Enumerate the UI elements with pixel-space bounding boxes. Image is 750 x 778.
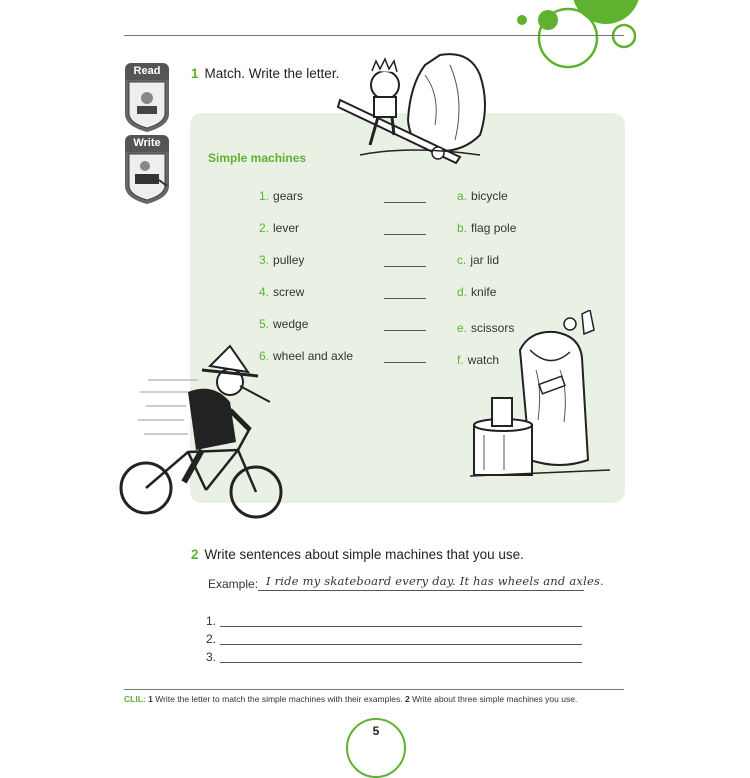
sentence-line-3[interactable] <box>220 662 582 663</box>
example-item-b: b. flag pole <box>457 221 517 235</box>
sentence-line-1[interactable] <box>220 626 582 627</box>
example-item-a: a. bicycle <box>457 189 508 203</box>
example-item-c: c. jar lid <box>457 253 500 267</box>
write-badge <box>125 135 169 204</box>
example-line <box>258 590 584 591</box>
top-rule <box>124 35 624 36</box>
write-badge-label: Write <box>125 135 169 152</box>
writer-icon <box>125 152 169 204</box>
answer-blank-4[interactable] <box>384 298 426 299</box>
machine-item-3: 3. pulley <box>259 253 305 267</box>
sentence-line-1-label: 1. <box>206 614 217 628</box>
bottom-rule <box>124 689 624 690</box>
answer-blank-5[interactable] <box>384 330 426 331</box>
wizard-stump-illustration <box>470 310 615 480</box>
answer-blank-1[interactable] <box>384 202 426 203</box>
question-1-number: 1 <box>191 66 199 81</box>
footer-note <box>124 694 577 704</box>
example-item-f: f. watch <box>457 353 500 367</box>
answer-blank-6[interactable] <box>384 362 426 363</box>
read-badge-label: Read <box>125 63 169 80</box>
footer-number-2: 2 <box>404 694 410 704</box>
cyclist-illustration <box>118 332 288 522</box>
read-badge <box>125 63 169 132</box>
page-number: 5 <box>372 724 380 738</box>
machine-item-1: 1. gears <box>259 189 304 203</box>
question-2-title <box>191 547 524 562</box>
footer-text-2: Write about three simple machines you use. <box>412 694 578 704</box>
machine-item-4: 4. screw <box>259 285 305 299</box>
example-sentence: I ride my skateboard every day. It has wheels and axles. <box>266 574 604 588</box>
machine-item-2: 2. lever <box>259 221 300 235</box>
footer-number-1: 1 <box>148 694 153 704</box>
decorative-circles <box>500 0 750 90</box>
lever-rock-illustration <box>330 45 490 170</box>
sentence-line-2-label: 2. <box>206 632 217 646</box>
reader-icon <box>125 80 169 132</box>
example-item-d: d. knife <box>457 285 497 299</box>
machine-item-6: 6. wheel and axle <box>259 349 354 363</box>
answer-blank-3[interactable] <box>384 266 426 267</box>
question-2-number: 2 <box>191 547 199 562</box>
machine-item-5: 5. wedge <box>259 317 309 331</box>
answer-blank-2[interactable] <box>384 234 426 235</box>
sentence-line-3-label: 3. <box>206 650 217 664</box>
question-1-title <box>191 66 339 81</box>
example-label: Example: <box>208 577 259 591</box>
footer-clil-label: CLIL: <box>124 694 146 704</box>
example-item-e: e. scissors <box>457 321 515 335</box>
panel-title: Simple machines <box>208 151 307 165</box>
question-2-text: Write sentences about simple machines that you use. <box>204 547 524 562</box>
question-1-text: Match. Write the letter. <box>204 66 340 81</box>
sentence-line-2[interactable] <box>220 644 582 645</box>
footer-text-1: Write the letter to match the simple machines with their examples. <box>155 694 403 704</box>
